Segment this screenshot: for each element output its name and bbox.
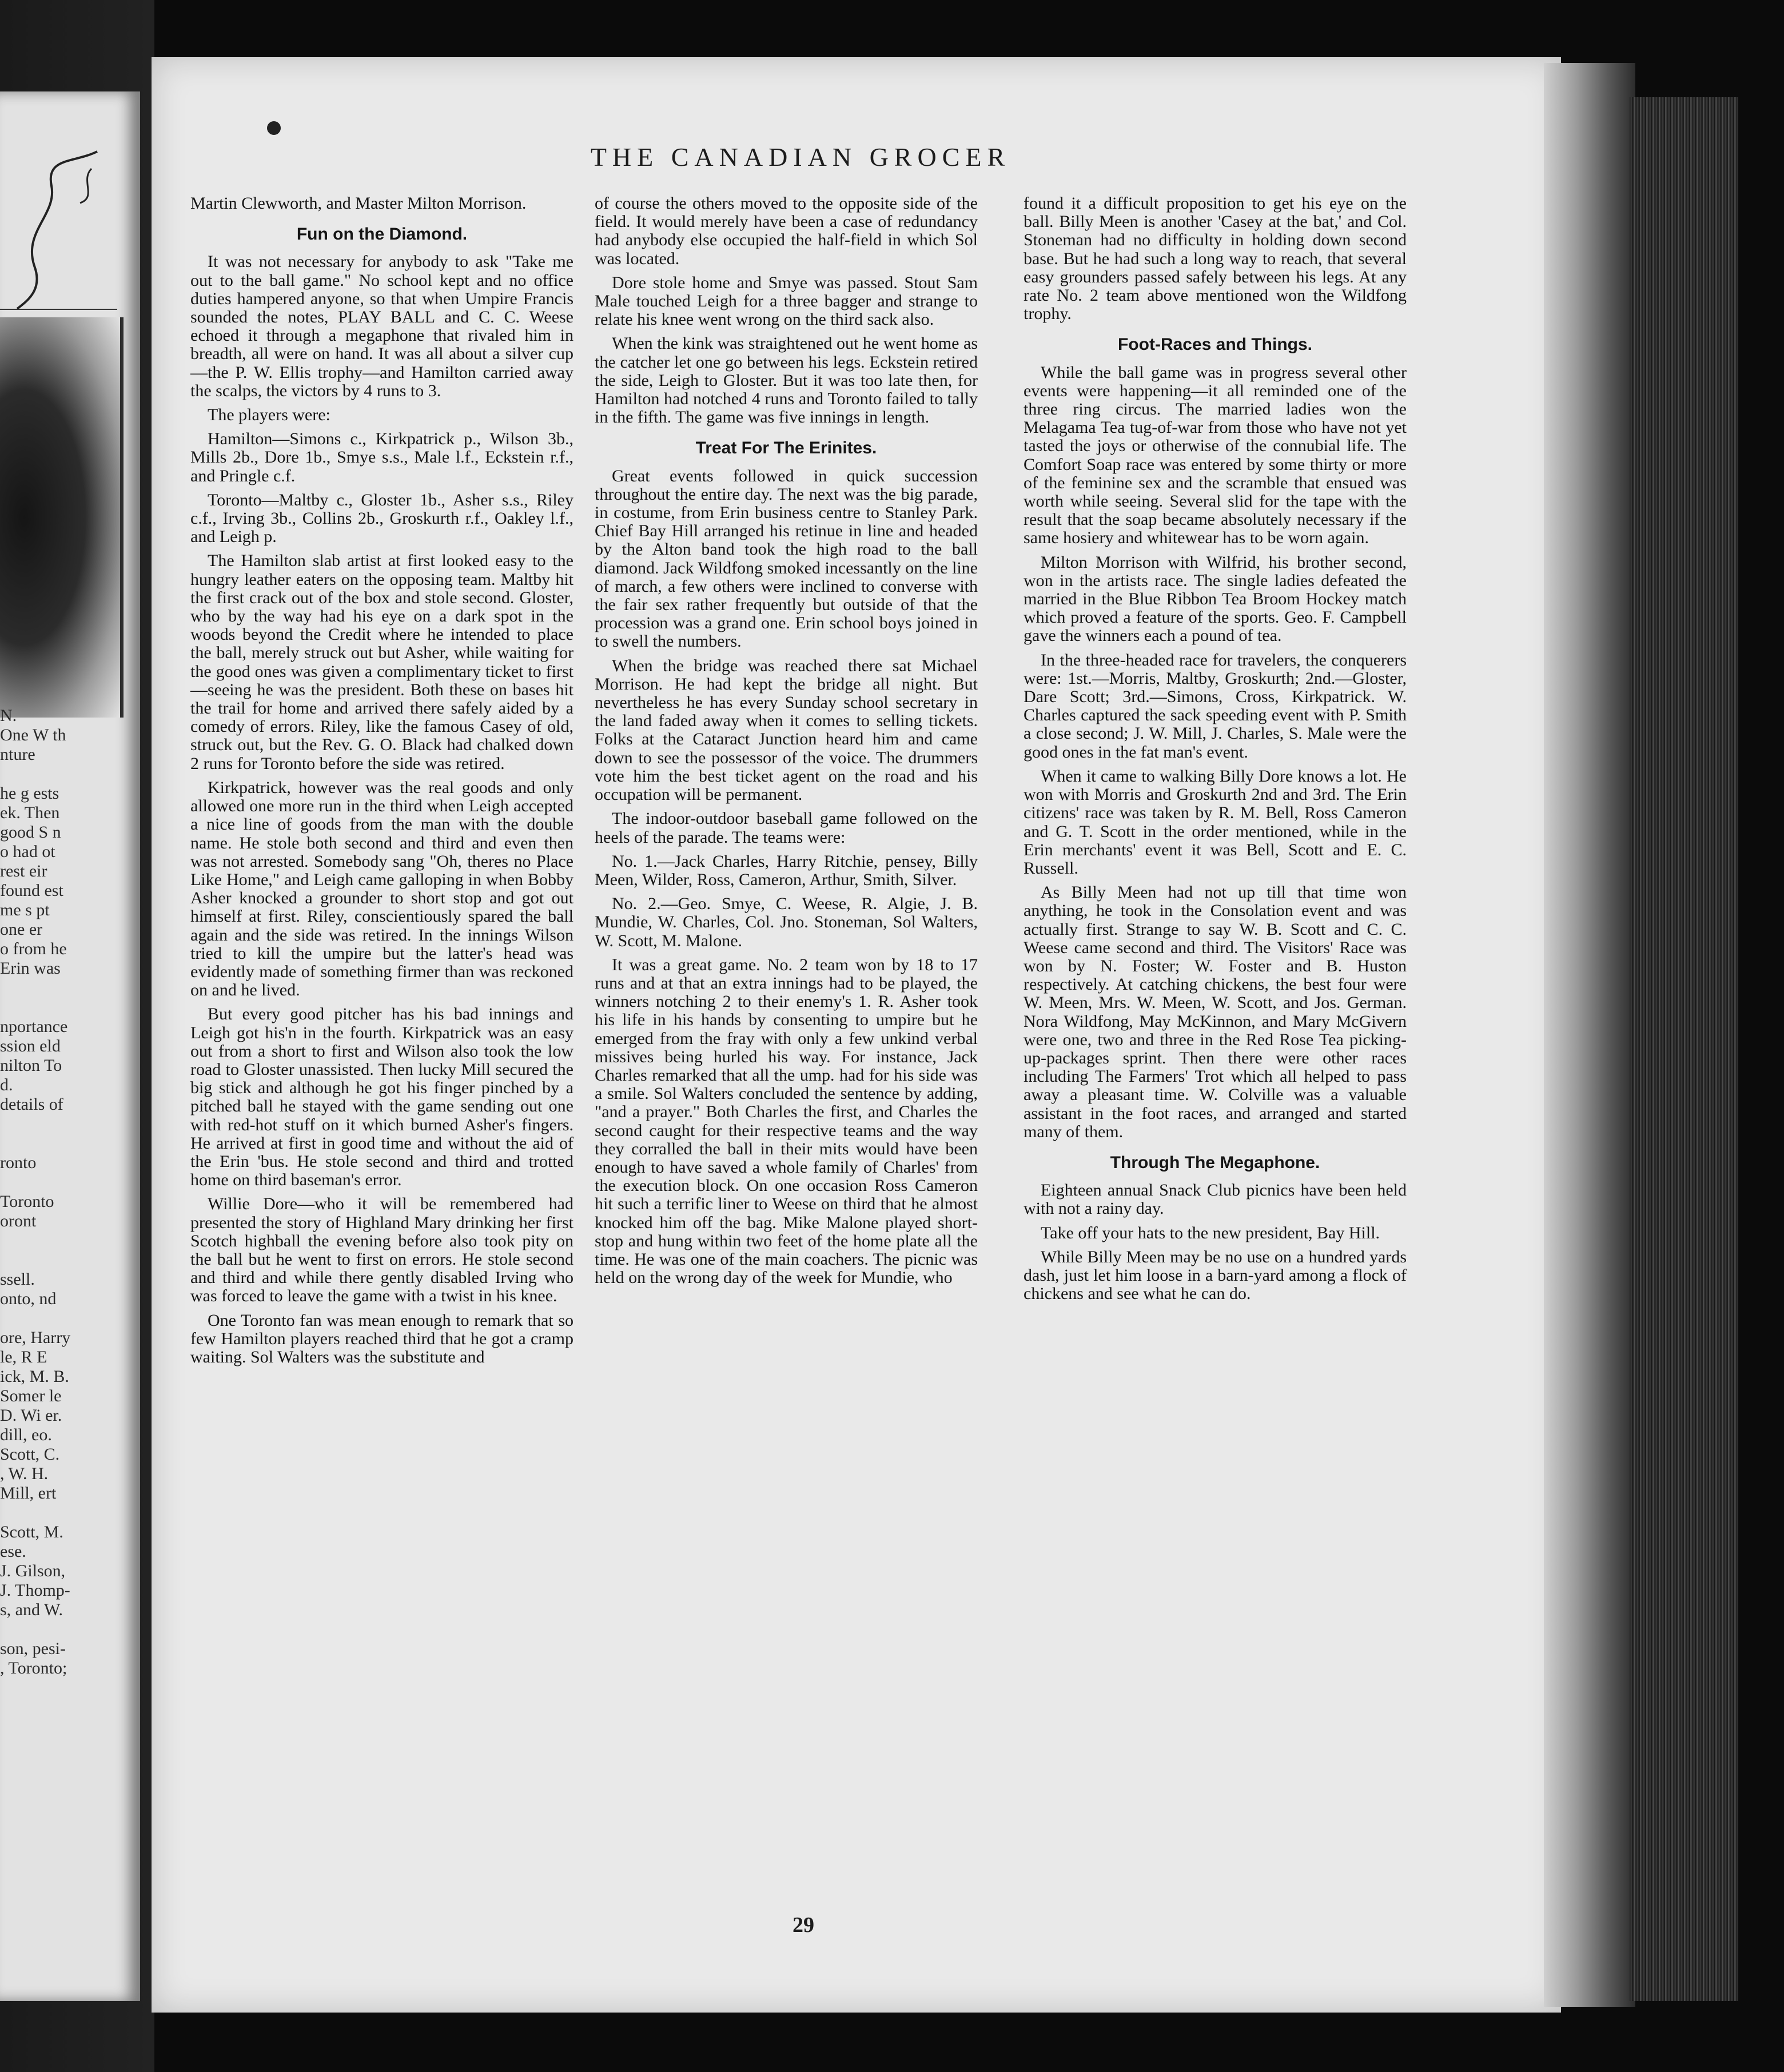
article-paragraph: One Toronto fan was mean enough to remark that so few Hamilton players reached third that he got a cramp waiting. Sol Walters was the substitute and: [190, 1310, 574, 1366]
article-paragraph: Take off your hats to the new president, Bay Hill.: [1041, 1223, 1380, 1242]
facing-page-text-fragments: [0, 706, 140, 1678]
section-heading: Treat For The Erinites.: [695, 439, 877, 458]
article-paragraph: The Hamilton slab artist at first looked easy to the hungry leather eaters on the opposing team. Maltby hit the first crack out of the box and stole second. Gloster, who by the way had his eye on a dark spot in the woods beyond the Credit where he intended to place the ball, merely struck out but Asher, while waiting for the good ones was given a complimentary ticket to first—seeing he was the president. Both these on bases hit the trail for home and arrived there safely aided by a comedy of errors. Riley, like the famous Casey of old, struck out, but the Rev. G. O. Black had chalked down 2 runs for Toronto before the side was retired.: [190, 551, 574, 773]
fragment-line: dill, eo.: [0, 1425, 52, 1444]
fragment-line: [0, 1309, 140, 1328]
fragment-line: s, and W.: [0, 1600, 63, 1619]
article-paragraph: No. 2.—Geo. Smye, C. Weese, R. Algie, J. B. Mundie, W. Charles, Col. Jno. Stoneman, Sol Walters, W. Scott, M. Malone.: [595, 894, 978, 950]
article-paragraph: The players were:: [208, 405, 330, 425]
article-column-3: [1024, 194, 1407, 1309]
fragment-line: o had ot: [0, 842, 55, 861]
fragment-line: ssell.: [0, 1270, 35, 1289]
fragment-line: onto, nd: [0, 1289, 57, 1308]
fragment-line: ore, Harry: [0, 1328, 71, 1347]
fragment-line: Mill, ert: [0, 1484, 57, 1503]
fragment-line: good S n: [0, 823, 61, 842]
portrait-photo-fragment: [0, 317, 124, 718]
fragment-line: ronto: [0, 1153, 37, 1172]
fragment-line: Erin was: [0, 959, 61, 978]
fragment-line: One W th: [0, 726, 66, 744]
photo-frame-line: [0, 309, 117, 310]
article-paragraph: of course the others moved to the opposite side of the field. It would merely have been a case of redundancy had anybody else occupied the half-field in which Sol was located.: [595, 194, 978, 268]
article-paragraph: Great events followed in quick succession throughout the entire day. The next was the big parade, in costume, from Erin business centre to Stanley Park. Chief Bay Hill arranged his retinue in line and headed by the Alton band took the high road to the ball diamond. Jack Wildfong smoked incessantly on the line of march, a few others were inclined to converse with the fair sex rather frequently but outside of that the procession was a grand one. Erin school boys joined in to swell the numbers.: [595, 466, 978, 651]
article-paragraph: When the kink was straightened out he went home as the catcher let one go between his legs. Eckstein retired the side, Leigh to Gloster. But it was too late then, for Hamilton had notched 4 runs and Toronto failed to tally in the fifth. The game was five innings in length.: [595, 334, 978, 427]
fragment-line: nportance: [0, 1017, 68, 1036]
article-paragraph: When it came to walking Billy Dore knows a lot. He won with Morris and Groskurth 2nd and 3rd. The Erin citizens' race was taken by R. M. Bell, Ross Cameron and G. T. Scott in the order mentioned, while in the Erin merchants' event it was Bell, Scott and E. C. Russell.: [1024, 766, 1407, 878]
fragment-line: [0, 998, 140, 1017]
article-paragraph: Eighteen annual Snack Club picnics have been held with not a rainy day.: [1024, 1181, 1407, 1218]
article-paragraph: Milton Morrison with Wilfrid, his brother second, won in the artists race. The single ladies defeated the married in the Blue Ribbon Tea Broom Hockey match which proved a feature of the sports. Geo. F. Campbell gave the winners each a pound of tea.: [1024, 552, 1407, 645]
article-paragraph: Dore stole home and Smye was passed. Stout Sam Male touched Leigh for a three bagger and strange to relate his knee went wrong on the third sack also.: [595, 273, 978, 329]
article-paragraph: found it a difficult proposition to get his eye on the ball. Billy Meen is another 'Casey at the bat,' and Col. Stoneman had no difficulty in holding down second base. But he had such a long way to reach, that several easy grounders passed safely between his legs. At any rate No. 2 team above mentioned won the Wildfong trophy.: [1024, 194, 1407, 324]
fragment-line: found est: [0, 881, 63, 900]
article-paragraph: In the three-headed race for travelers, the conquerers were: 1st.—Morris, Maltby, Groskurth; 2nd.—Gloster, Dare Scott; 3rd.—Simons, Cross, Kirkpatrick. W. Charles captured the sack speeding event with P. Smith a close second; J. W. Mill, J. Charles, S. Male were the good ones in the fat man's event.: [1024, 650, 1407, 762]
page-edge-stack: [1630, 97, 1738, 2001]
fragment-line: Scott, C.: [0, 1445, 60, 1464]
article-paragraph: As Billy Meen had not up till that time won anything, he took in the Consolation event and was actually first. Strange to say W. B. Scott and C. C. Weese came second and third. The Visitors' Race was won by N. Foster; W. Foster and B. Huston respectively. At catching chickens, the best four were W. Meen, Mrs. W. Meen, W. Scott, and Jos. German. Nora Wildfong, May McKinnon, and Mary McGivern were one, two and three in the Red Rose Tea picking-up-packages sprint. Then there were other races including The Farmers' Trot which all helped to pass away a pleasant time. W. Colville was a valuable assistant in the foot races, and arranged and started many of them.: [1024, 883, 1407, 1141]
fragment-line: [0, 1503, 140, 1523]
fragment-line: he g ests: [0, 784, 59, 803]
fragment-line: [0, 764, 140, 784]
fragment-line: [0, 978, 140, 998]
fragment-line: o from he: [0, 939, 67, 958]
article-paragraph: But every good pitcher has his bad innings and Leigh got his'n in the fourth. Kirkpatrick was an easy out from a short to first and Wilson also took the low road to Gloster unassisted. Then lucky Mill secured the big stick and although he got his finger pinched by a pitched ball he stayed with the game sending out one with red-hot stuff on it which burned Asher's fingers. He arrived at first in good time and without the aid of the Erin 'bus. He stole second and third and trotted home on third baseman's error.: [190, 1005, 574, 1190]
article-paragraph: Martin Clewworth, and Master Milton Morrison.: [190, 194, 527, 213]
article-paragraph: Kirkpatrick, however was the real goods and only allowed one more run in the third when Leigh accepted a nice line of goods from the man with the double name. He stole both second and third and even then was not arrested. Somebody sang "Oh, theres no Place Like Home," and Leigh came galloping in when Bobby Asher knocked a grounder to short stop and got out himself at first. Riley, conscientiously spared the ball again and the side was retired. In the innings Wilson tried to kill the umpire but the latter's head was evidently made of something firmer than was reckoned on and he lived.: [190, 778, 574, 1000]
page-binding-shadow: [1544, 63, 1635, 2007]
punch-hole: [267, 121, 281, 135]
fragment-line: , Toronto;: [0, 1659, 67, 1677]
fragment-line: D. Wi er.: [0, 1406, 62, 1425]
fragment-line: nilton To: [0, 1056, 62, 1075]
fragment-line: ese.: [0, 1542, 26, 1561]
section-heading: Fun on the Diamond.: [296, 225, 468, 244]
fragment-line: ek. Then: [0, 803, 60, 822]
fragment-line: Somer le: [0, 1386, 62, 1405]
fragment-line: Scott, M.: [0, 1523, 63, 1541]
section-heading: Through The Megaphone.: [1110, 1153, 1320, 1172]
fragment-line: son, pesi-: [0, 1639, 66, 1658]
fragment-line: d.: [0, 1075, 13, 1094]
fragment-line: details of: [0, 1095, 63, 1114]
article-paragraph: Toronto—Maltby c., Gloster 1b., Asher s.s., Riley c.f., Irving 3b., Collins 2b., Groskurth r.f., Oakley l.f., and Leigh p.: [190, 490, 574, 547]
fragment-line: [0, 1173, 140, 1192]
fragment-line: [0, 1114, 140, 1134]
running-header: THE CANADIAN GROCER: [590, 142, 1011, 172]
page-number: 29: [793, 1913, 814, 1937]
fragment-line: [0, 1250, 140, 1270]
article-paragraph: The indoor-outdoor baseball game followed on the heels of the parade. The teams were:: [595, 809, 978, 847]
article-paragraph: It was a great game. No. 2 team won by 18 to 17 runs and at that an extra innings had to be played, the winners notching 2 to their enemy's 1. R. Asher took his life in his hands by consenting to umpire but he emerged from the fray with only a few unkind verbal missives being hurled his way. For instance, Jack Charles remarked that all the ump. had for his side was a smile. Sol Walters concluded the sentence by adding, "and a prayer." Both Charles the first, and Charles the second caught for their respective teams and the way they corralled the ball in their mits would have been enough to have saved a whole family of Charles' from the execution block. On one occasion Ross Cameron hit such a terrific liner to Weese on third that he almost knocked him off the bag. Mike Malone played short-stop and hung within two feet of the home plate all the time. He was one of the main coachers. The picnic was held on the wrong day of the week for Mundie, who: [595, 955, 978, 1288]
fragment-line: [0, 1231, 140, 1250]
section-heading: Foot-Races and Things.: [1117, 335, 1313, 354]
fragment-line: J. Gilson,: [0, 1561, 66, 1580]
fragment-line: J. Thomp-: [0, 1581, 70, 1600]
pen-scribble-mark: [11, 146, 114, 312]
fragment-line: me s pt: [0, 900, 50, 919]
fragment-line: Toronto: [0, 1192, 54, 1211]
fragment-line: N.: [0, 706, 17, 725]
article-paragraph: It was not necessary for anybody to ask "Take me out to the ball game." No school kept and no office duties hampered anyone, so that when Umpire Francis sounded the notes, PLAY BALL and C. C. Weese echoed it through a megaphone that rivaled him in breadth, all were on hand. It was all about a silver cup—the P. W. Ellis trophy—and Hamilton carried away the scalps, the victors by 4 runs to 3.: [190, 252, 574, 400]
fragment-line: ssion eld: [0, 1037, 61, 1055]
fragment-line: one er: [0, 920, 43, 939]
article-paragraph: While Billy Meen may be no use on a hundred yards dash, just let him loose in a barn-yard among a flock of chickens and see what he can do.: [1024, 1247, 1407, 1304]
facing-page-left: [0, 91, 140, 2001]
fragment-line: ick, M. B.: [0, 1367, 69, 1386]
article-column-1: [190, 194, 574, 1372]
article-paragraph: While the ball game was in progress several other events were happening—it all reminded one of the three ring circus. The married ladies won the Melagama Tea tug-of-war from those who have not yet tasted the joys or otherwise of the connubial life. The Comfort Soap race was entered by some thirty or more of the feminine sex and the scramble that ensued was worth while seeing. Several slid for the tape with the result that the soap became absolutely necessary if the same hosiery and whitewear has to be worn again.: [1024, 362, 1407, 548]
fragment-line: [0, 1134, 140, 1153]
fragment-line: oront: [0, 1212, 37, 1230]
fragment-line: nture: [0, 745, 35, 764]
fragment-line: le, R E: [0, 1348, 47, 1366]
article-paragraph: No. 1.—Jack Charles, Harry Ritchie, pensey, Billy Meen, Wilder, Ross, Cameron, Arthur, Smith, Silver.: [595, 851, 978, 889]
fragment-line: rest eir: [0, 862, 47, 880]
article-paragraph: When the bridge was reached there sat Michael Morrison. He had kept the bridge all night. But nevertheless he has every Sunday school secretary in the land faded away when it comes to selling tickets. Folks at the Cataract Junction heard him and came down to see the possessor of the voice. The drummers vote him the best ticket agent on the road and his occupation will be permanent.: [595, 656, 978, 804]
article-column-2: [595, 194, 978, 1293]
article-paragraph: Willie Dore—who it will be remembered had presented the story of Highland Mary drinking her first Scotch highball the evening before also took pity on the ball but he went to first on errors. He stole second and third and while there gently disabled Irving who was forced to leave the game with a twist in his knee.: [190, 1194, 574, 1306]
fragment-line: [0, 1620, 140, 1639]
article-paragraph: Hamilton—Simons c., Kirkpatrick p., Wilson 3b., Mills 2b., Dore 1b., Smye s.s., Male l.f., Eckstein r.f., and Pringle c.f.: [190, 429, 574, 485]
fragment-line: , W. H.: [0, 1464, 49, 1483]
